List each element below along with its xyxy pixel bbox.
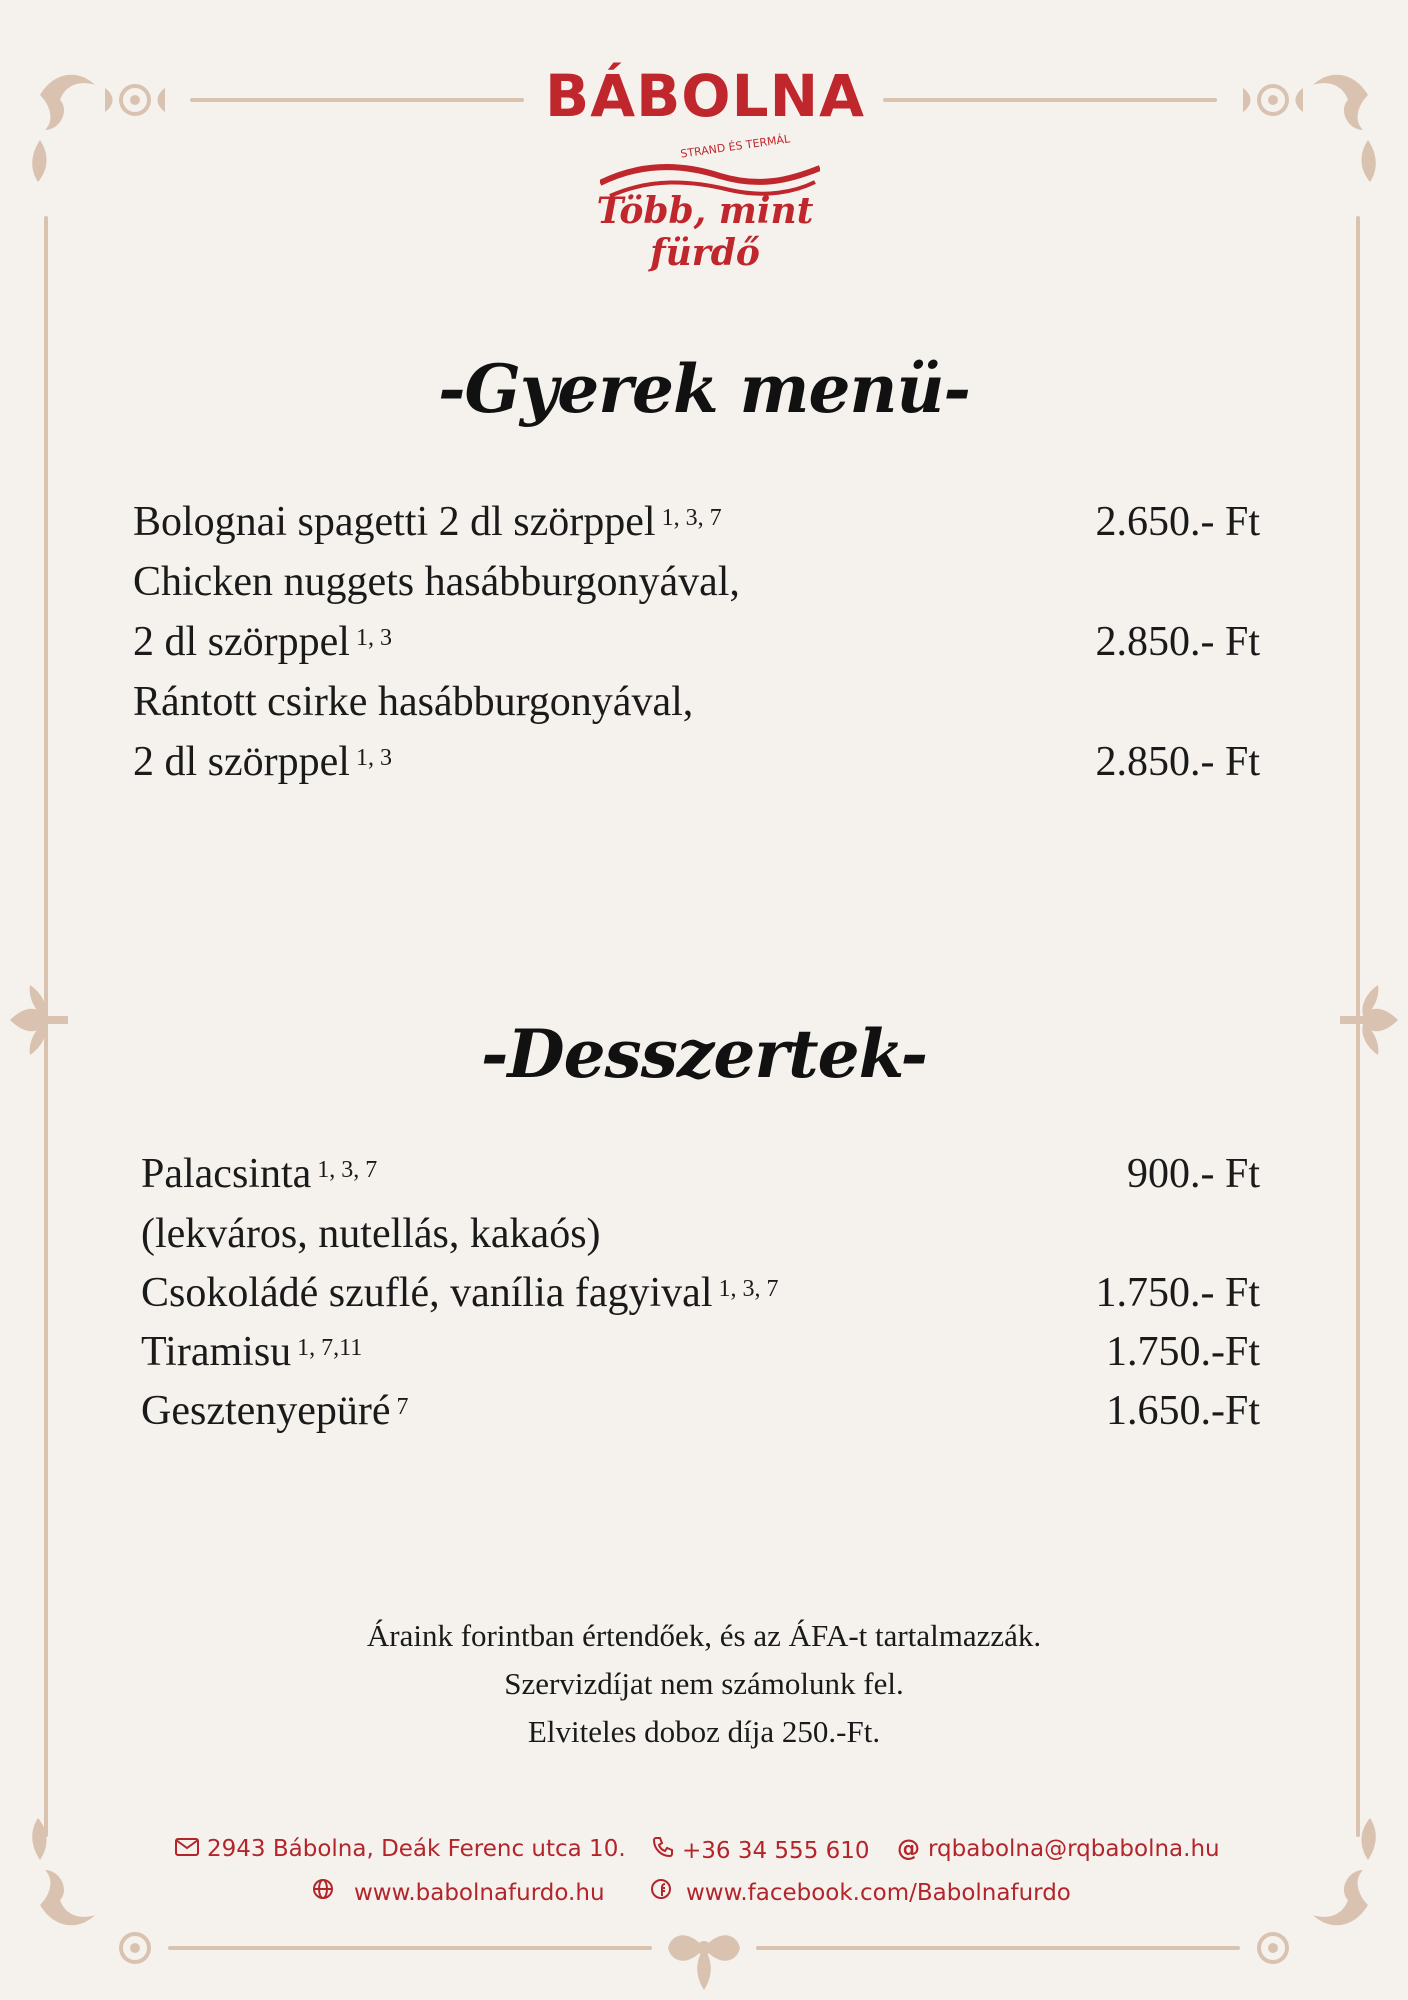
brand-logo (540, 62, 870, 274)
corner-ornament-top-left (32, 75, 165, 182)
at-icon: @ (897, 1836, 920, 1862)
menu-item-price: 1.750.- Ft (1095, 1270, 1260, 1316)
section-title-kids-menu: -Gyerek menü- (438, 350, 970, 428)
allergen-codes: 7 (396, 1394, 409, 1420)
menu-item-name: (lekváros, nutellás, kakaós) (141, 1211, 601, 1257)
menu-item (141, 1204, 601, 1264)
allergen-codes: 1, 3, 7 (661, 505, 722, 531)
corner-ornament-top-right (1243, 75, 1376, 182)
allergen-codes: 1, 3 (355, 745, 392, 771)
menu-item-name: Tiramisu (141, 1329, 292, 1375)
allergen-codes: 1, 3 (355, 625, 392, 651)
menu-item-price: 2.850.- Ft (1095, 739, 1260, 785)
price-notes (0, 1612, 1408, 1756)
menu-item (141, 1381, 409, 1441)
note-takeaway: Elviteles doboz díja 250.-Ft. (527, 1714, 881, 1749)
contact-website[interactable]: www.babolnafurdo.hu (312, 1878, 605, 1906)
menu-item-price: 1.650.-Ft (1105, 1388, 1260, 1434)
note-vat: Áraink forintban értendőek, és az ÁFA-t tartalmazzák. (366, 1618, 1042, 1653)
menu-item-price: 2.650.- Ft (1095, 499, 1260, 545)
menu-item-name: Csokoládé szuflé, vanília fagyival (141, 1270, 713, 1316)
menu-item-name: 2 dl szörppel (133, 739, 350, 785)
menu-item (133, 672, 693, 732)
section-title-desserts: -Desszertek- (480, 1015, 928, 1093)
facebook-icon (650, 1878, 672, 1906)
menu-item-name: Palacsinta (141, 1151, 312, 1197)
note-service: Szervizdíjat nem számolunk fel. (504, 1666, 904, 1701)
menu-item (141, 1144, 377, 1204)
logo-wordmark: BÁBOLNA (545, 62, 865, 130)
bottom-center-ornament (668, 1935, 740, 1990)
corner-ornament-bottom-right (1259, 1818, 1376, 1962)
allergen-codes: 1, 3, 7 (317, 1157, 378, 1183)
logo-subtitle: STRAND ÉS TERMÁL (679, 132, 791, 161)
menu-item-name: Gesztenyepüré (141, 1388, 391, 1434)
contact-address: 2943 Bábolna, Deák Ferenc utca 10. (175, 1836, 626, 1862)
menu-item-name: Rántott csirke hasábburgonyával, (133, 679, 694, 725)
menu-item-name: Bolognai spagetti 2 dl szörppel (133, 499, 656, 545)
menu-item (133, 612, 392, 672)
menu-item-name: Chicken nuggets hasábburgonyával, (133, 559, 740, 605)
globe-icon (312, 1878, 334, 1906)
menu-item (133, 492, 722, 552)
logo-tagline: Több, mint fürdő (596, 190, 814, 274)
contact-phone[interactable]: +36 34 555 610 (652, 1836, 870, 1864)
phone-icon (652, 1836, 674, 1864)
menu-item (133, 552, 740, 612)
menu-item (141, 1322, 362, 1382)
menu-item-price: 2.850.- Ft (1095, 619, 1260, 665)
contact-email[interactable]: @ rqbabolna@rqbabolna.hu (897, 1836, 1220, 1862)
corner-ornament-bottom-left (32, 1818, 149, 1962)
mail-icon (175, 1836, 199, 1862)
allergen-codes: 1, 7,11 (297, 1335, 363, 1361)
contact-facebook[interactable]: www.facebook.com/Babolnafurdo (650, 1878, 1071, 1906)
menu-item-price: 900.- Ft (1126, 1151, 1260, 1197)
menu-item-price: 1.750.-Ft (1105, 1329, 1260, 1375)
allergen-codes: 1, 3, 7 (718, 1276, 779, 1302)
menu-item (133, 732, 392, 792)
menu-item-name: 2 dl szörppel (133, 619, 350, 665)
menu-item (141, 1263, 779, 1323)
